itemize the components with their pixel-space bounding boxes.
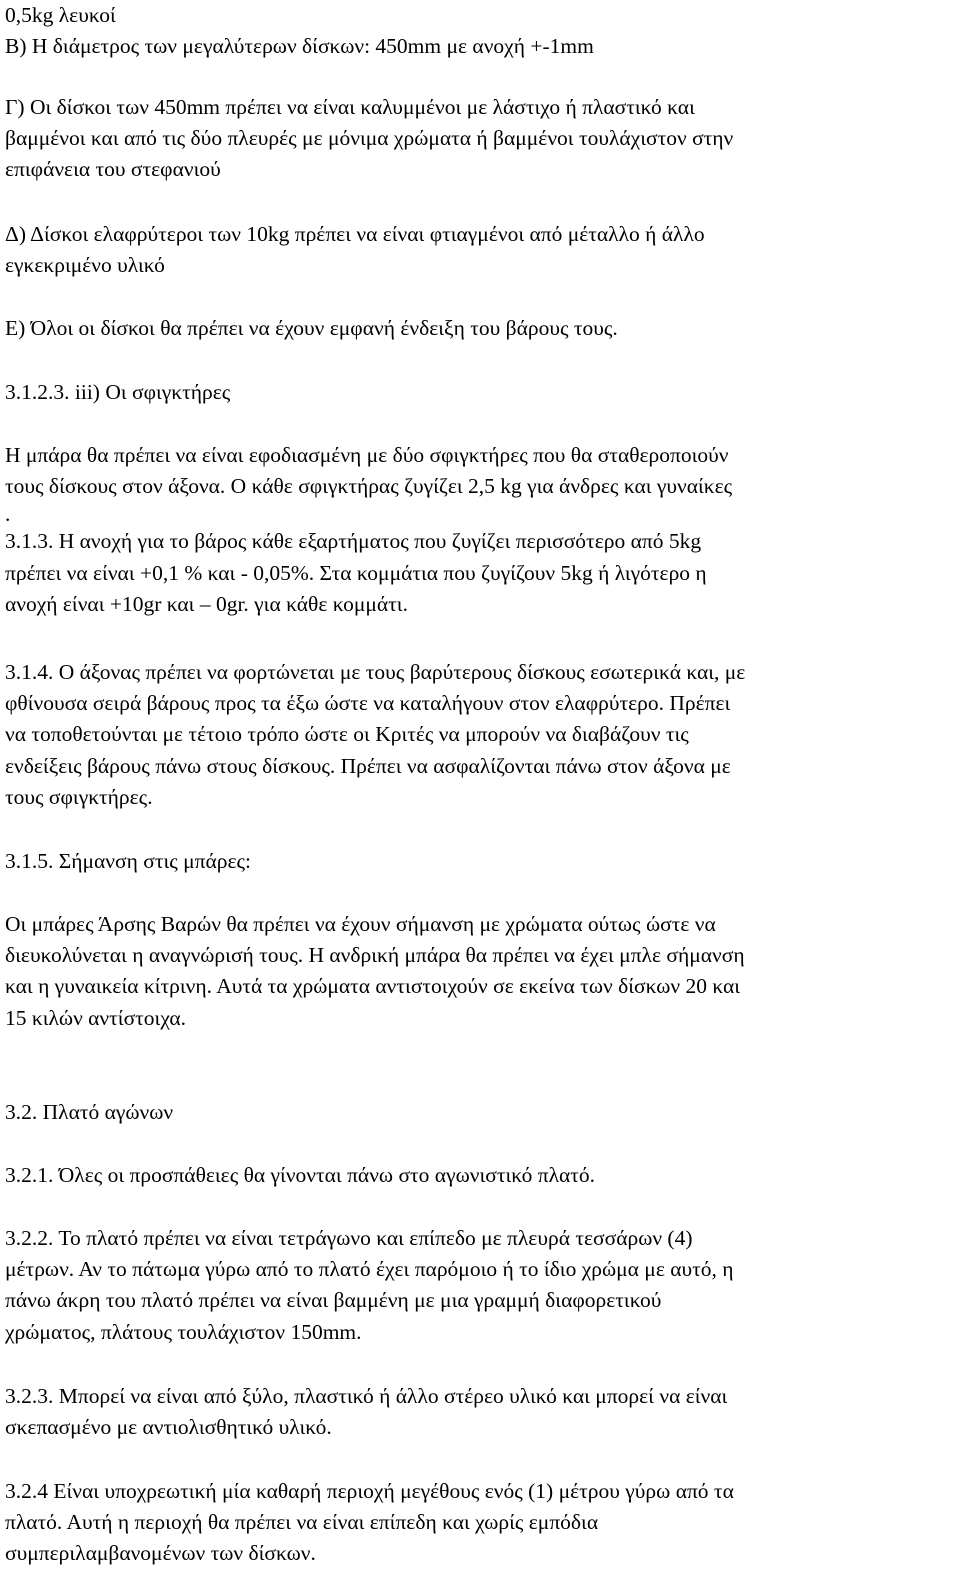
paragraph-plate-specs-b xyxy=(5,0,950,62)
section-heading-collars xyxy=(5,377,950,408)
paragraph-plate-specs-c xyxy=(5,92,950,186)
text-line: 3.2. Πλατό αγώνων xyxy=(5,1100,174,1124)
paragraph-bar-marking xyxy=(5,909,950,1034)
text-line: . xyxy=(5,502,11,527)
paragraph-collars xyxy=(5,440,950,620)
text-line: εγκεκριμένο υλικό xyxy=(5,253,165,278)
section-heading-platform xyxy=(5,1097,950,1128)
text-line: 15 κιλών αντίστοιχα. xyxy=(5,1005,187,1030)
text-line: τους δίσκους στον άξονα. Ο κάθε σφιγκτήρας ζυγίζει 2,5 kg για άνδρες και γυναίκες xyxy=(5,474,733,499)
text-line: φθίνουσα σειρά βάρους προς τα έξω ώστε να καταλήγουν στον ελαφρύτερο. Πρέπει xyxy=(5,691,731,716)
paragraph-platform-clear-area xyxy=(5,1476,950,1570)
paragraph-plate-specs-d xyxy=(5,219,950,281)
paragraph-loading xyxy=(5,657,950,813)
text-line: 0,5kg λευκοί xyxy=(5,3,116,27)
text-line: βαμμένοι και από τις δύο πλευρές με μόνιμα χρώματα ή βαμμένοι τουλάχιστον στην xyxy=(5,126,734,151)
text-line: 3.2.1. Όλες οι προσπάθειες θα γίνονται πάνω στο αγωνιστικό πλατό. xyxy=(5,1163,596,1187)
text-line: σκεπασμένο με αντιολισθητικό υλικό. xyxy=(5,1415,332,1440)
text-line: Οι μπάρες Άρσης Βαρών θα πρέπει να έχουν σήμανση με χρώματα ούτως ώστε να xyxy=(5,912,716,936)
text-line: 3.1.4. Ο άξονας πρέπει να φορτώνεται με τους βαρύτερους δίσκους εσωτερικά και, με xyxy=(5,660,746,684)
text-line: και η γυναικεία κίτρινη. Αυτά τα χρώματα αντιστοιχούν σε εκείνα των δίσκων 20 και xyxy=(5,974,741,999)
text-line: μέτρων. Αν το πάτωμα γύρω από το πλατό έχει παρόμοιο ή το ίδιο χρώμα με αυτό, η xyxy=(5,1257,734,1282)
text-line: διευκολύνεται η αναγνώρισή τους. Η ανδρική μπάρα θα πρέπει να έχει μπλε σήμανση xyxy=(5,943,745,968)
text-line: πάνω άκρη του πλατό πρέπει να είναι βαμμένη με μια γραμμή διαφορετικού xyxy=(5,1288,662,1313)
text-line: ενδείξεις βάρους πάνω στους δίσκους. Πρέπει να ασφαλίζονται πάνω στον άξονα με xyxy=(5,753,731,778)
text-line: 3.2.3. Μπορεί να είναι από ξύλο, πλαστικό ή άλλο στέρεο υλικό και μπορεί να είναι xyxy=(5,1384,728,1408)
paragraph-platform-material xyxy=(5,1381,950,1443)
text-line: συμπεριλαμβανομένων των δίσκων. xyxy=(5,1541,316,1566)
text-line: τους σφιγκτήρες. xyxy=(5,784,153,809)
text-line: να τοποθετούνται με τέτοιο τρόπο ώστε οι Κριτές να μπορούν να διαβάζουν τις xyxy=(5,722,689,747)
text-line: πρέπει να είναι +0,1 % και - 0,05%. Στα κομμάτια που ζυγίζουν 5kg ή λιγότερο η xyxy=(5,560,707,585)
paragraph-platform-dimensions xyxy=(5,1223,950,1348)
text-line: Η μπάρα θα πρέπει να είναι εφοδιασμένη με δύο σφιγκτήρες που θα σταθεροποιούν xyxy=(5,443,729,467)
paragraph-plate-specs-e xyxy=(5,313,950,344)
text-line: ανοχή είναι +10gr και – 0gr. για κάθε κομμάτι. xyxy=(5,591,408,616)
text-line: 3.1.5. Σήμανση στις μπάρες: xyxy=(5,849,252,873)
text-line: 3.2.2. Το πλατό πρέπει να είναι τετράγωνο και επίπεδο με πλευρά τεσσάρων (4) xyxy=(5,1226,693,1250)
text-line: πλατό. Αυτή η περιοχή θα πρέπει να είναι επίπεδη και χωρίς εμπόδια xyxy=(5,1510,599,1535)
text-line: Β) Η διάμετρος των μεγαλύτερων δίσκων: 450mm με ανοχή +-1mm xyxy=(5,34,594,59)
text-line: χρώματος, πλάτους τουλάχιστον 150mm. xyxy=(5,1319,362,1344)
text-line: 3.1.2.3. iii) Οι σφιγκτήρες xyxy=(5,380,231,404)
section-heading-bar-marking xyxy=(5,846,950,877)
text-line: 3.2.4 Είναι υποχρεωτική μία καθαρή περιοχή μεγέθους ενός (1) μέτρου γύρω από τα xyxy=(5,1479,734,1503)
text-line: Γ) Οι δίσκοι των 450mm πρέπει να είναι καλυμμένοι με λάστιχο ή πλαστικό και xyxy=(5,95,695,119)
text-line: Δ) Δίσκοι ελαφρύτεροι των 10kg πρέπει να είναι φτιαγμένοι από μέταλλο ή άλλο xyxy=(5,222,705,246)
text-line: επιφάνεια του στεφανιού xyxy=(5,157,221,182)
text-line: Ε) Όλοι οι δίσκοι θα πρέπει να έχουν εμφανή ένδειξη του βάρους τους. xyxy=(5,316,618,340)
text-line: 3.1.3. Η ανοχή για το βάρος κάθε εξαρτήματος που ζυγίζει περισσότερο από 5kg xyxy=(5,529,702,554)
paragraph-platform-attempts xyxy=(5,1160,950,1191)
